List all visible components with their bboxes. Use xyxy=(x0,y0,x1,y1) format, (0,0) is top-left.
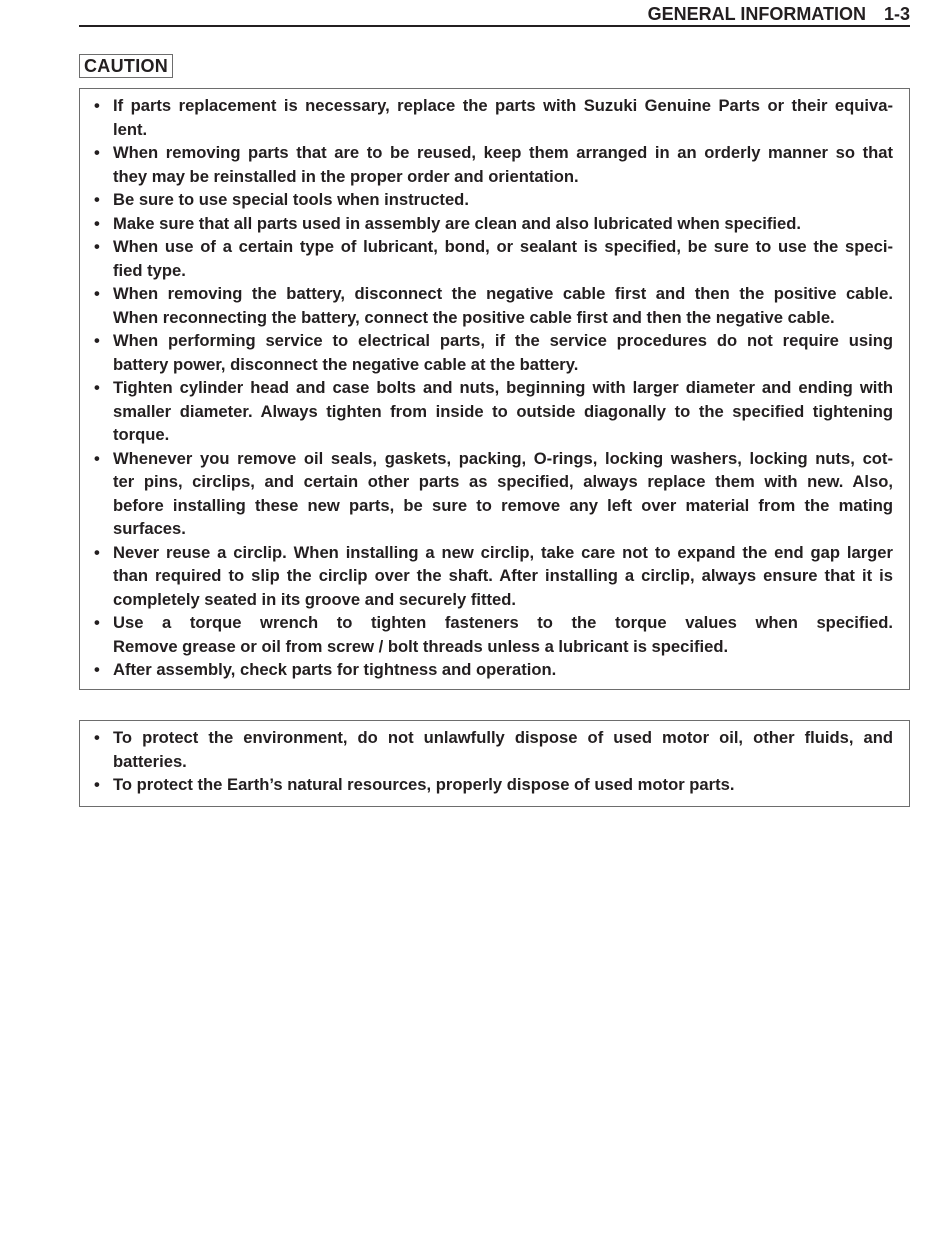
environment-notice-box xyxy=(79,720,910,807)
caution-item-text-line: torque. xyxy=(113,425,170,444)
caution-item-text-line: surfaces. xyxy=(113,519,186,538)
caution-list-item xyxy=(94,94,893,141)
caution-list-item xyxy=(94,611,893,658)
caution-item-text-line: smaller diameter. Always tighten from inside to outside diagonally to the specified tightening xyxy=(113,401,893,421)
caution-list-item xyxy=(94,658,893,682)
bullet-icon: • xyxy=(94,143,100,162)
caution-item-text-line: Make sure that all parts used in assembly are clean and also lubricated when specified. xyxy=(113,213,801,233)
caution-list xyxy=(80,89,909,682)
caution-item-text-line: Be sure to use special tools when instructed. xyxy=(113,190,469,209)
caution-item-text-line: When removing the battery, disconnect the negative cable first and then the positive cable. xyxy=(113,284,893,303)
caution-item-text-line: fied type. xyxy=(113,260,186,280)
bullet-icon: • xyxy=(94,331,100,350)
environment-item-text-line: To protect the Earth’s natural resources, properly dispose of used motor parts. xyxy=(113,775,735,794)
caution-list-item xyxy=(94,188,893,212)
environment-item-text-line: To protect the environment, do not unlawfully dispose of used motor oil, other fluids, and xyxy=(113,728,893,747)
bullet-icon: • xyxy=(94,237,100,256)
caution-item-text-line: Never reuse a circlip. When installing a new circlip, take care not to expand the end gap larger xyxy=(113,542,893,562)
bullet-icon: • xyxy=(94,190,100,209)
caution-item-text-line: ter pins, circlips, and certain other parts as specified, always replace them with new. Also, xyxy=(113,472,893,491)
caution-item-text-line: completely seated in its groove and securely fitted. xyxy=(113,589,516,609)
caution-item-text-line: When reconnecting the battery, connect the positive cable first and then the negative cable. xyxy=(113,307,835,327)
bullet-icon: • xyxy=(94,775,100,794)
bullet-icon: • xyxy=(94,613,100,632)
caution-list-item xyxy=(94,329,893,376)
bullet-icon: • xyxy=(94,96,100,115)
caution-box xyxy=(79,88,910,690)
environment-list xyxy=(80,721,909,797)
bullet-icon: • xyxy=(94,284,100,303)
caution-item-text-line: When removing parts that are to be reused, keep them arranged in an orderly manner so that xyxy=(113,143,893,162)
caution-item-text-line: Use a torque wrench to tighten fasteners to the torque values when specified. xyxy=(113,613,893,632)
bullet-icon: • xyxy=(94,378,100,397)
environment-list-item xyxy=(94,726,893,773)
environment-item-text-line: batteries. xyxy=(113,751,187,771)
caution-item-text-line: When use of a certain type of lubricant, bond, or sealant is specified, be sure to use the speci- xyxy=(113,237,893,256)
page-header xyxy=(79,0,910,27)
caution-list-item xyxy=(94,282,893,329)
caution-item-text-line: When performing service to electrical parts, if the service procedures do not require using xyxy=(113,331,893,350)
caution-label: CAUTION xyxy=(79,54,173,78)
caution-list-item xyxy=(94,235,893,282)
caution-list-item xyxy=(94,141,893,188)
caution-list-item xyxy=(94,376,893,447)
bullet-icon: • xyxy=(94,542,100,562)
caution-item-text-line: they may be reinstalled in the proper order and orientation. xyxy=(113,166,579,186)
caution-item-text-line: After assembly, check parts for tightness and operation. xyxy=(113,660,557,679)
page-number: 1-3 xyxy=(883,4,910,24)
caution-item-text-line: Whenever you remove oil seals, gaskets, packing, O-rings, locking washers, locking nuts, cot- xyxy=(113,448,893,468)
caution-list-item xyxy=(94,447,893,541)
caution-item-text-line: lent. xyxy=(113,119,148,139)
bullet-icon: • xyxy=(94,660,100,679)
caution-list-item xyxy=(94,212,893,236)
bullet-icon: • xyxy=(94,728,100,747)
section-title: GENERAL INFORMATION xyxy=(647,4,866,24)
caution-item-text-line: Tighten cylinder head and case bolts and nuts, beginning with larger diameter and ending with xyxy=(113,378,893,397)
caution-list-item xyxy=(94,541,893,612)
bullet-icon: • xyxy=(94,448,100,468)
caution-item-text-line: If parts replacement is necessary, replace the parts with Suzuki Genuine Parts or their equiva- xyxy=(113,96,893,115)
bullet-icon: • xyxy=(94,213,100,233)
caution-item-text-line: Remove grease or oil from screw / bolt threads unless a lubricant is specified. xyxy=(113,636,729,656)
environment-list-item xyxy=(94,773,893,797)
caution-item-text-line: than required to slip the circlip over the shaft. After installing a circlip, always ensure that it is xyxy=(113,566,893,585)
caution-item-text-line: battery power, disconnect the negative cable at the battery. xyxy=(113,354,579,374)
caution-item-text-line: before installing these new parts, be sure to remove any left over material from the mating xyxy=(113,495,893,515)
